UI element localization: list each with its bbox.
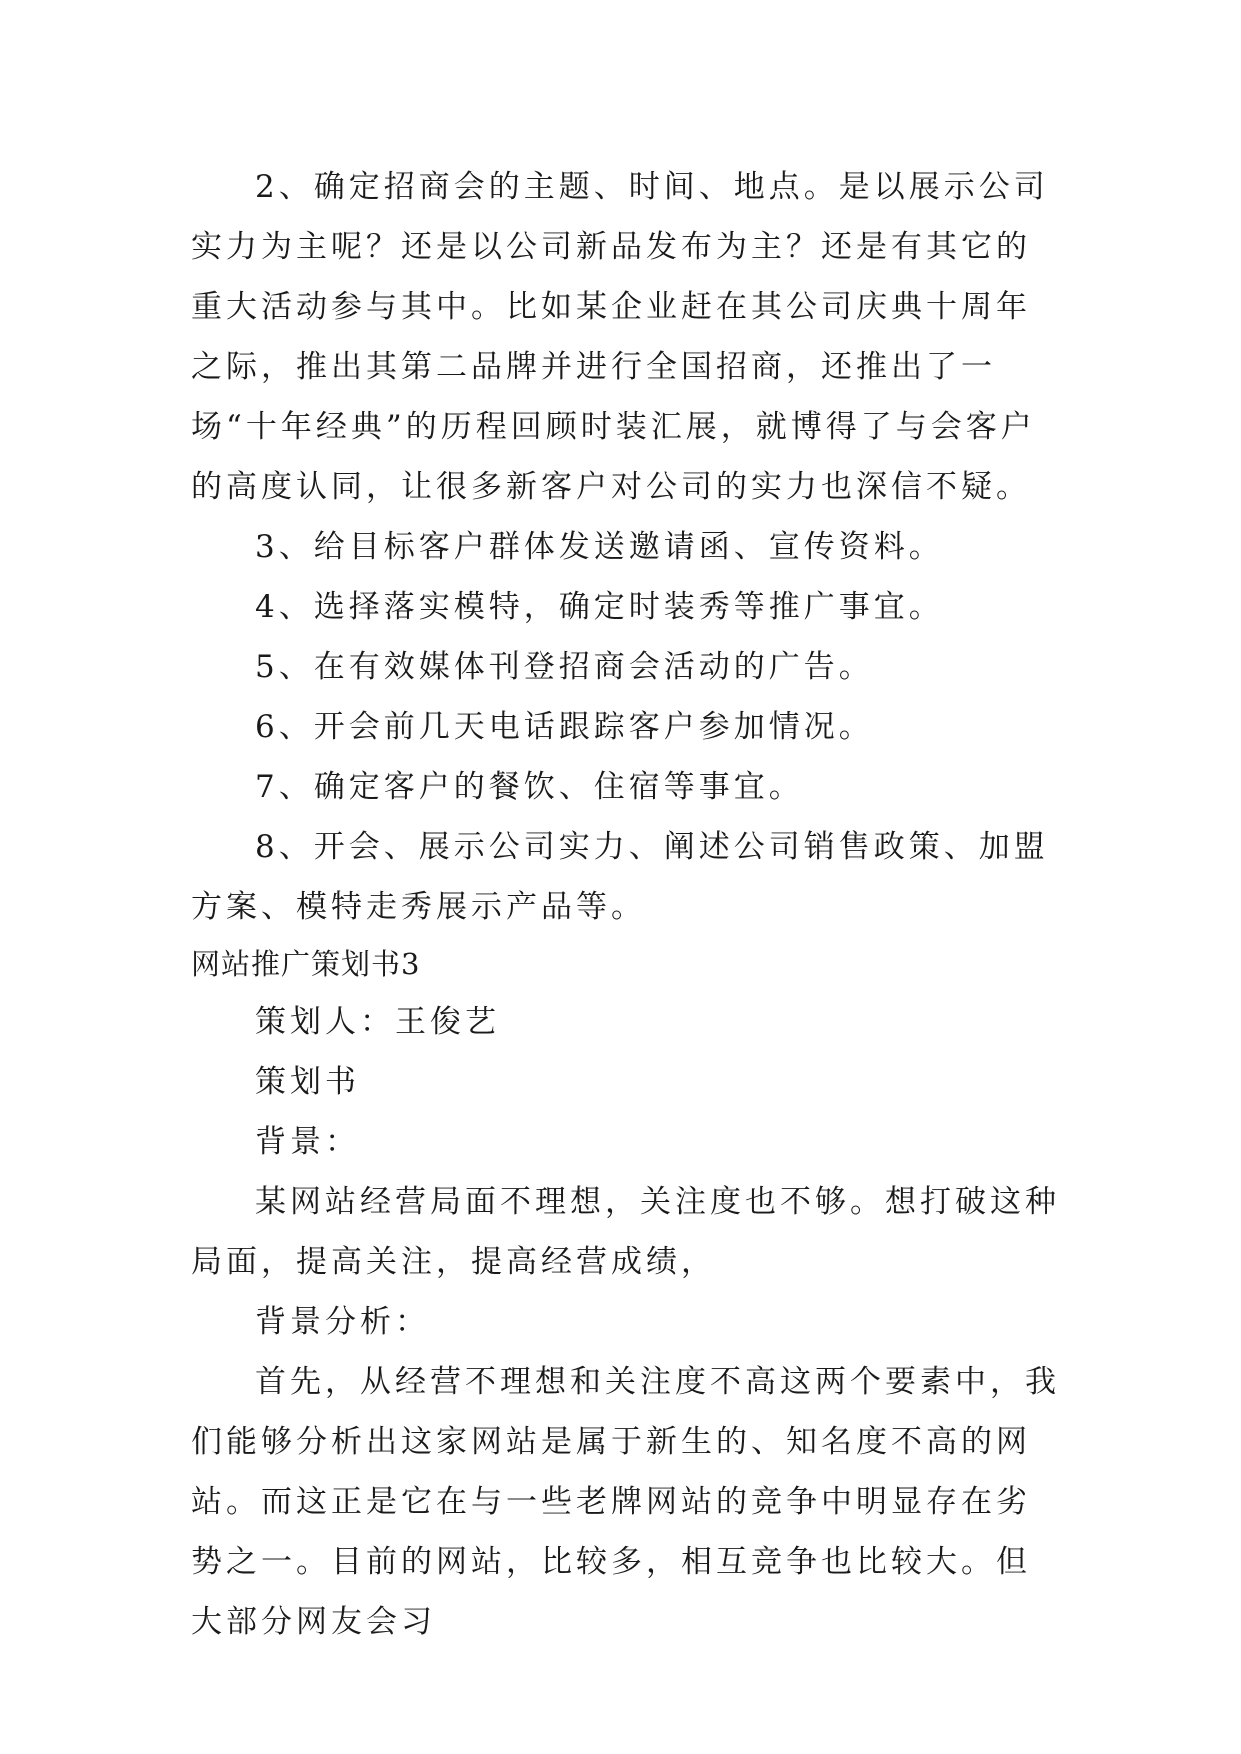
- document-body: [191, 157, 1061, 1652]
- planner-line: 策划人：王俊艺: [255, 1004, 500, 1040]
- background-paragraph: 某网站经营局面不理想，关注度也不够。想打破这种局面，提高关注，提高经营成绩，: [191, 1184, 1060, 1280]
- paragraph-step-3: 3、给目标客户群体发送邀请函、宣传资料。: [255, 529, 944, 565]
- paragraph-step-2: 2、确定招商会的主题、时间、地点。是以展示公司实力为主呢？还是以公司新品发布为主？还是有其它的重大活动参与其中。比如某企业赶在其公司庆典十周年之际，推出其第二品牌并进行全国招商，还推出了一场“十年经典”的历程回顾时装汇展，就博得了与会客户的高度认同，让很多新客户对公司的实力也深信不疑。: [191, 169, 1049, 505]
- plan-label: 策划书: [255, 1064, 360, 1100]
- paragraph-step-4: 4、选择落实模特，确定时装秀等推广事宜。: [255, 589, 944, 625]
- section-heading: 网站推广策划书3: [191, 947, 421, 981]
- paragraph-step-6: 6、开会前几天电话跟踪客户参加情况。: [255, 709, 874, 745]
- background-label: 背景：: [255, 1124, 360, 1160]
- paragraph-step-8: 8、开会、展示公司实力、阐述公司销售政策、加盟方案、模特走秀展示产品等。: [191, 829, 1049, 925]
- paragraph-step-5: 5、在有效媒体刊登招商会活动的广告。: [255, 649, 874, 685]
- analysis-paragraph: 首先，从经营不理想和关注度不高这两个要素中，我们能够分析出这家网站是属于新生的、知名度不高的网站。而这正是它在与一些老牌网站的竞争中明显存在劣势之一。目前的网站，比较多，相互竞争也比较大。但大部分网友会习: [191, 1364, 1060, 1640]
- paragraph-step-7: 7、确定客户的餐饮、住宿等事宜。: [255, 769, 804, 805]
- background-analysis-label: 背景分析：: [255, 1304, 430, 1340]
